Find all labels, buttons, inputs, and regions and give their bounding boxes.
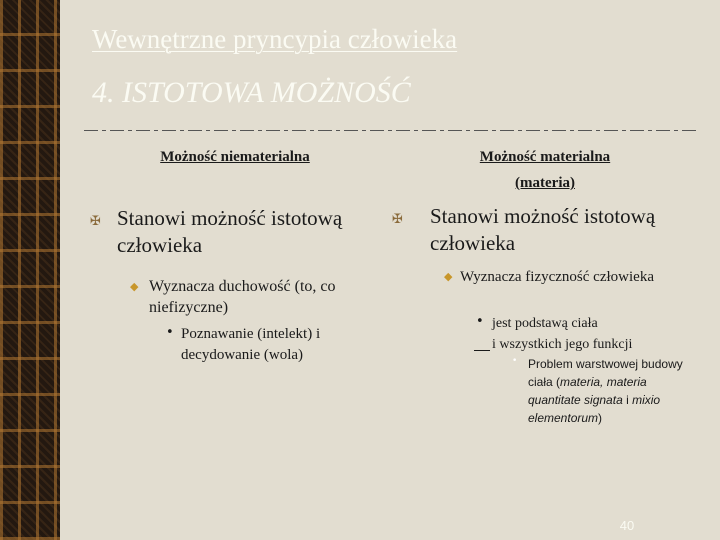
left-column-heading: Możność niematerialna: [160, 149, 310, 165]
slide-title: Wewnętrzne pryncypia człowieka: [92, 24, 458, 54]
divider-line: [84, 129, 700, 132]
level4-mid: i: [622, 393, 633, 407]
right-level3-text: [492, 313, 692, 355]
right-level4-text: [528, 355, 693, 427]
dot-bullet-icon: •: [476, 314, 484, 329]
bullet-ornament-icon: ✠: [392, 212, 403, 227]
level4-post: ): [598, 411, 603, 425]
right-level1-text: Stanowi możność istotową człowieka: [430, 204, 656, 255]
underline-mark: [474, 350, 490, 351]
right-level3-line2: i wszystkich jego funkcji: [492, 337, 633, 352]
left-level2-text: Wyznacza duchowość (to, co niefizyczne): [149, 278, 336, 316]
left-level3-text: Poznawanie (intelekt) i decydowanie (wola): [181, 326, 321, 363]
right-heading-line2: (materia): [515, 175, 575, 191]
page-number: 40: [619, 518, 635, 533]
left-level1-text: Stanowi możność istotową człowieka: [117, 206, 343, 257]
slide-subtitle: 4. ISTOTOWA MOŻNOŚĆ: [92, 76, 411, 109]
level4-pre: Problem warstwowej budowy ciała (: [528, 357, 683, 389]
level4-italic: materia, materia quantitate signata: [528, 375, 647, 407]
bullet-ornament-icon: ✠: [90, 214, 101, 229]
right-column-heading: [430, 144, 660, 196]
right-level3-line1: jest podstawą ciała: [492, 316, 598, 331]
dot-bullet-icon: •: [512, 356, 518, 366]
right-level2-text: Wyznacza fizyczność człowieka: [460, 269, 654, 285]
dot-bullet-icon: •: [166, 325, 174, 340]
diamond-bullet-icon: ◆: [130, 280, 139, 293]
right-heading-line1: Możność materialna: [479, 149, 611, 165]
decorative-sidebar: [0, 0, 60, 540]
diamond-bullet-icon: ◆: [444, 270, 453, 283]
level4-italic2: mixio elementorum: [528, 393, 661, 425]
